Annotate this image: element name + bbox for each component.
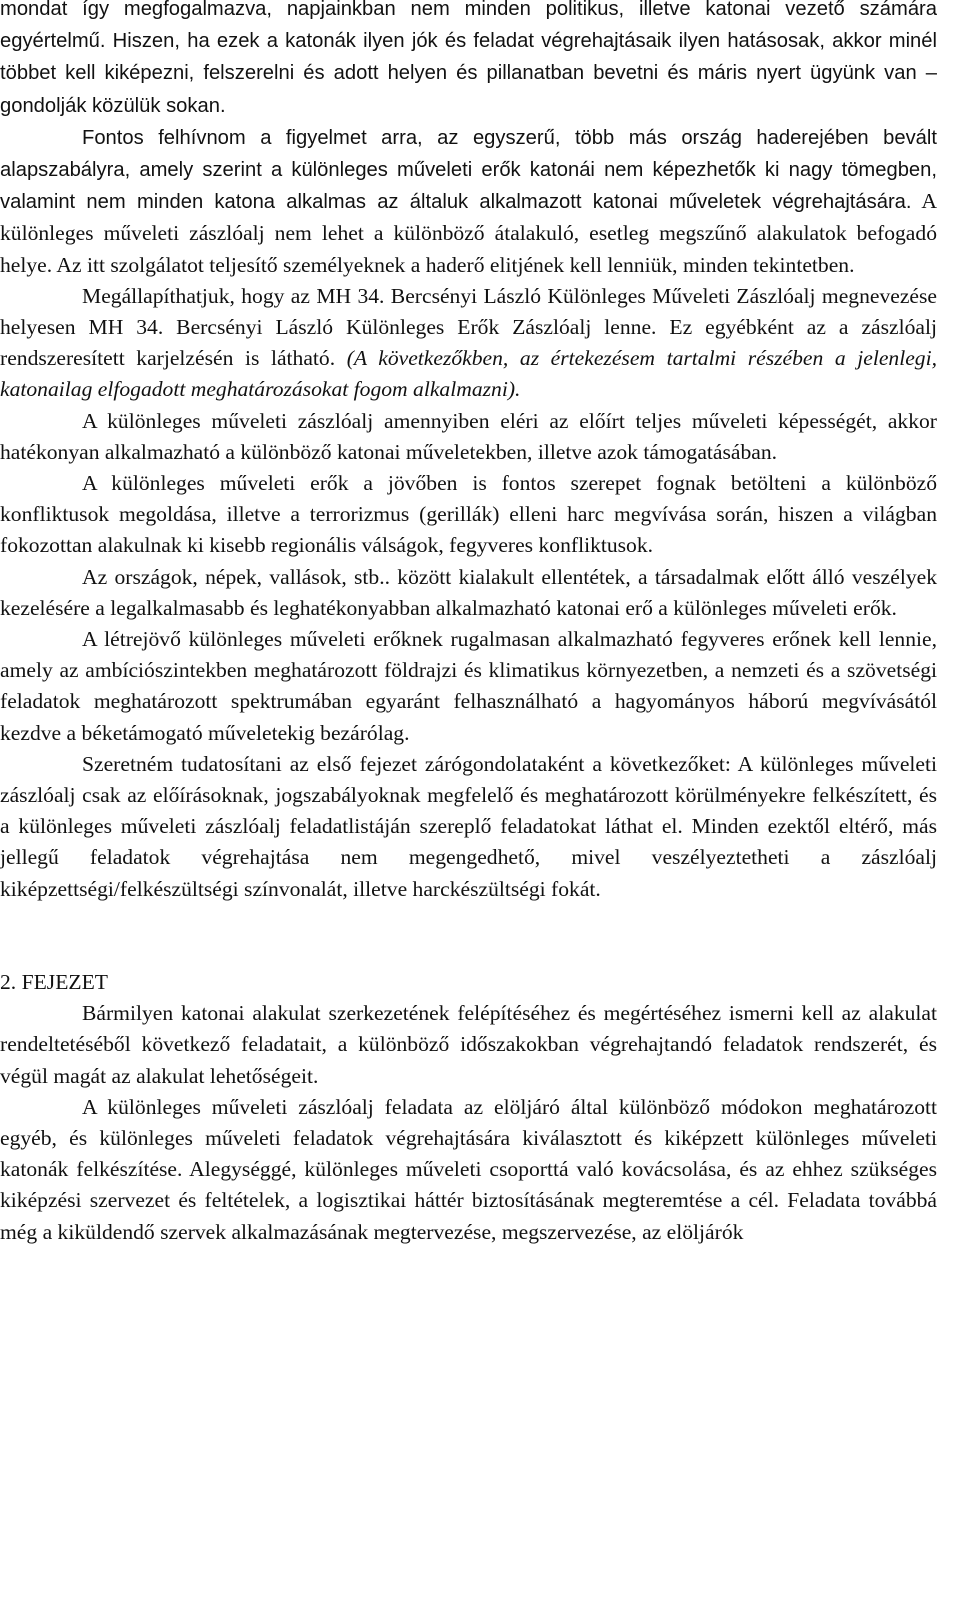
paragraph-4: A különleges műveleti zászlóalj amennyiben eléri az előírt teljes műveleti képességét, akkor hatékonyan alkalmazható a különböző katonai műveletekben, illetve azok támogatásában.	[0, 408, 937, 464]
paragraph-3-text: Megállapíthatjuk, hogy az MH 34. Bercsényi László Különleges Műveleti Zászlóalj megnevezése helyesen MH 34. Bercsényi László Különleges Erők Zászlóalj lenne. Ez egyébként az a zászlóalj rendszeresített karjelzésén is látható.	[0, 283, 937, 371]
section-spacer	[0, 905, 937, 967]
paragraph-1-text: mondat így megfogalmazva, napjainkban nem minden politikus, illetve katonai vezető számára egyértelmű. Hiszen, ha ezek a katonák ilyen jók és feladat végrehajtásaik ilyen hatásosak, akkor minél többet kell kiképezni, felszerelni és adott helyen és pillanatban bevetni és máris nyert ügyünk van – gondolják közülük sokan.	[0, 0, 937, 117]
paragraph-6: Az országok, népek, vallások, stb.. között kialakult ellentétek, a társadalmak előtt álló veszélyek kezelésére a legalkalmasabb és leghatékonyabban alkalmazható katonai erő a különleges műveleti erők.	[0, 564, 937, 620]
paragraph-7: A létrejövő különleges műveleti erőknek rugalmasan alkalmazható fegyveres erőnek kell lennie, amely az ambíciószintekben meghatározott földrajzi és klimatikus környezetben, a nemzeti és a szövetségi feladatok meghatározott spektrumában egyaránt felhasználható a hagyományos háború megvívásától kezdve a béketámogató műveletekig bezárólag.	[0, 627, 937, 745]
paragraph-3	[0, 281, 937, 406]
paragraph-10: A különleges műveleti zászlóalj feladata az elöljáró által különböző módokon meghatározott egyéb, és különleges műveleti feladatok végrehajtására kiválasztott és kiképzett különleges műveleti katonák felkészítése. Alegységgé, különleges műveleti csoporttá való kovácsolása, és az ehhez szükséges kiképzési szervezet és feltételek, a logisztikai háttér biztosításának megteremtése a cél. Feladata továbbá még a kiküldendő szervek alkalmazásának megtervezése, megszervezése, az elöljárók	[0, 1094, 937, 1244]
paragraph-2-serif-text: A különleges műveleti zászlóalj nem lehet a különböző átalakuló, esetleg megszűnő alakulatok befogadó helye. Az itt szolgálatot teljesítő személyeknek a haderő elitjének kell lenniük, minden tekintetben.	[0, 189, 937, 277]
chapter-heading: 2. FEJEZET	[0, 969, 108, 994]
paragraph-2	[0, 122, 937, 281]
paragraph-1	[0, 0, 937, 122]
paragraph-2-sans-text: Fontos felhívnom a figyelmet arra, az egyszerű, több más ország haderejében bevált alapszabályra, amely szerint a különleges műveleti erők katonái nem képezhetők ki nagy tömegben, valamint nem minden katona alkalmas az általuk alkalmazott katonai műveletek végrehajtására.	[0, 126, 937, 214]
paragraph-3-italic-text: (A következőkben, az értekezésem tartalmi részében a jelenlegi, katonailag elfogadott meghatározásokat fogom alkalmazni).	[0, 346, 937, 402]
paragraph-8: Szeretném tudatosítani az első fejezet zárógondolataként a következőket: A különleges műveleti zászlóalj csak az előírásoknak, jogszabályoknak megfelelő és meghatározott körülményekre felkészített, és a különleges műveleti zászlóalj feladatlistáján szereplő feladatokat láthat el. Minden ezektől eltérő, más jellegű feladatok végrehajtása nem megengedhető, mivel veszélyeztetheti a zászlóalj kiképzettségi/felkészültségi színvonalát, illetve harckészültségi fokát.	[0, 751, 937, 901]
paragraph-5: A különleges műveleti erők a jövőben is fontos szerepet fognak betölteni a különböző konfliktusok megoldása, illetve a terrorizmus (gerillák) elleni harc megvívása során, hiszen a világban fokozottan alakulnak ki kisebb regionális válságok, fegyveres konfliktusok.	[0, 471, 937, 558]
paragraph-9: Bármilyen katonai alakulat szerkezetének felépítéséhez és megértéséhez ismerni kell az alakulat rendeltetéséből következő feladatait, a különböző időszakokban végrehajtandó feladatok rendszerét, és végül magát az alakulat lehetőségeit.	[0, 1001, 937, 1088]
